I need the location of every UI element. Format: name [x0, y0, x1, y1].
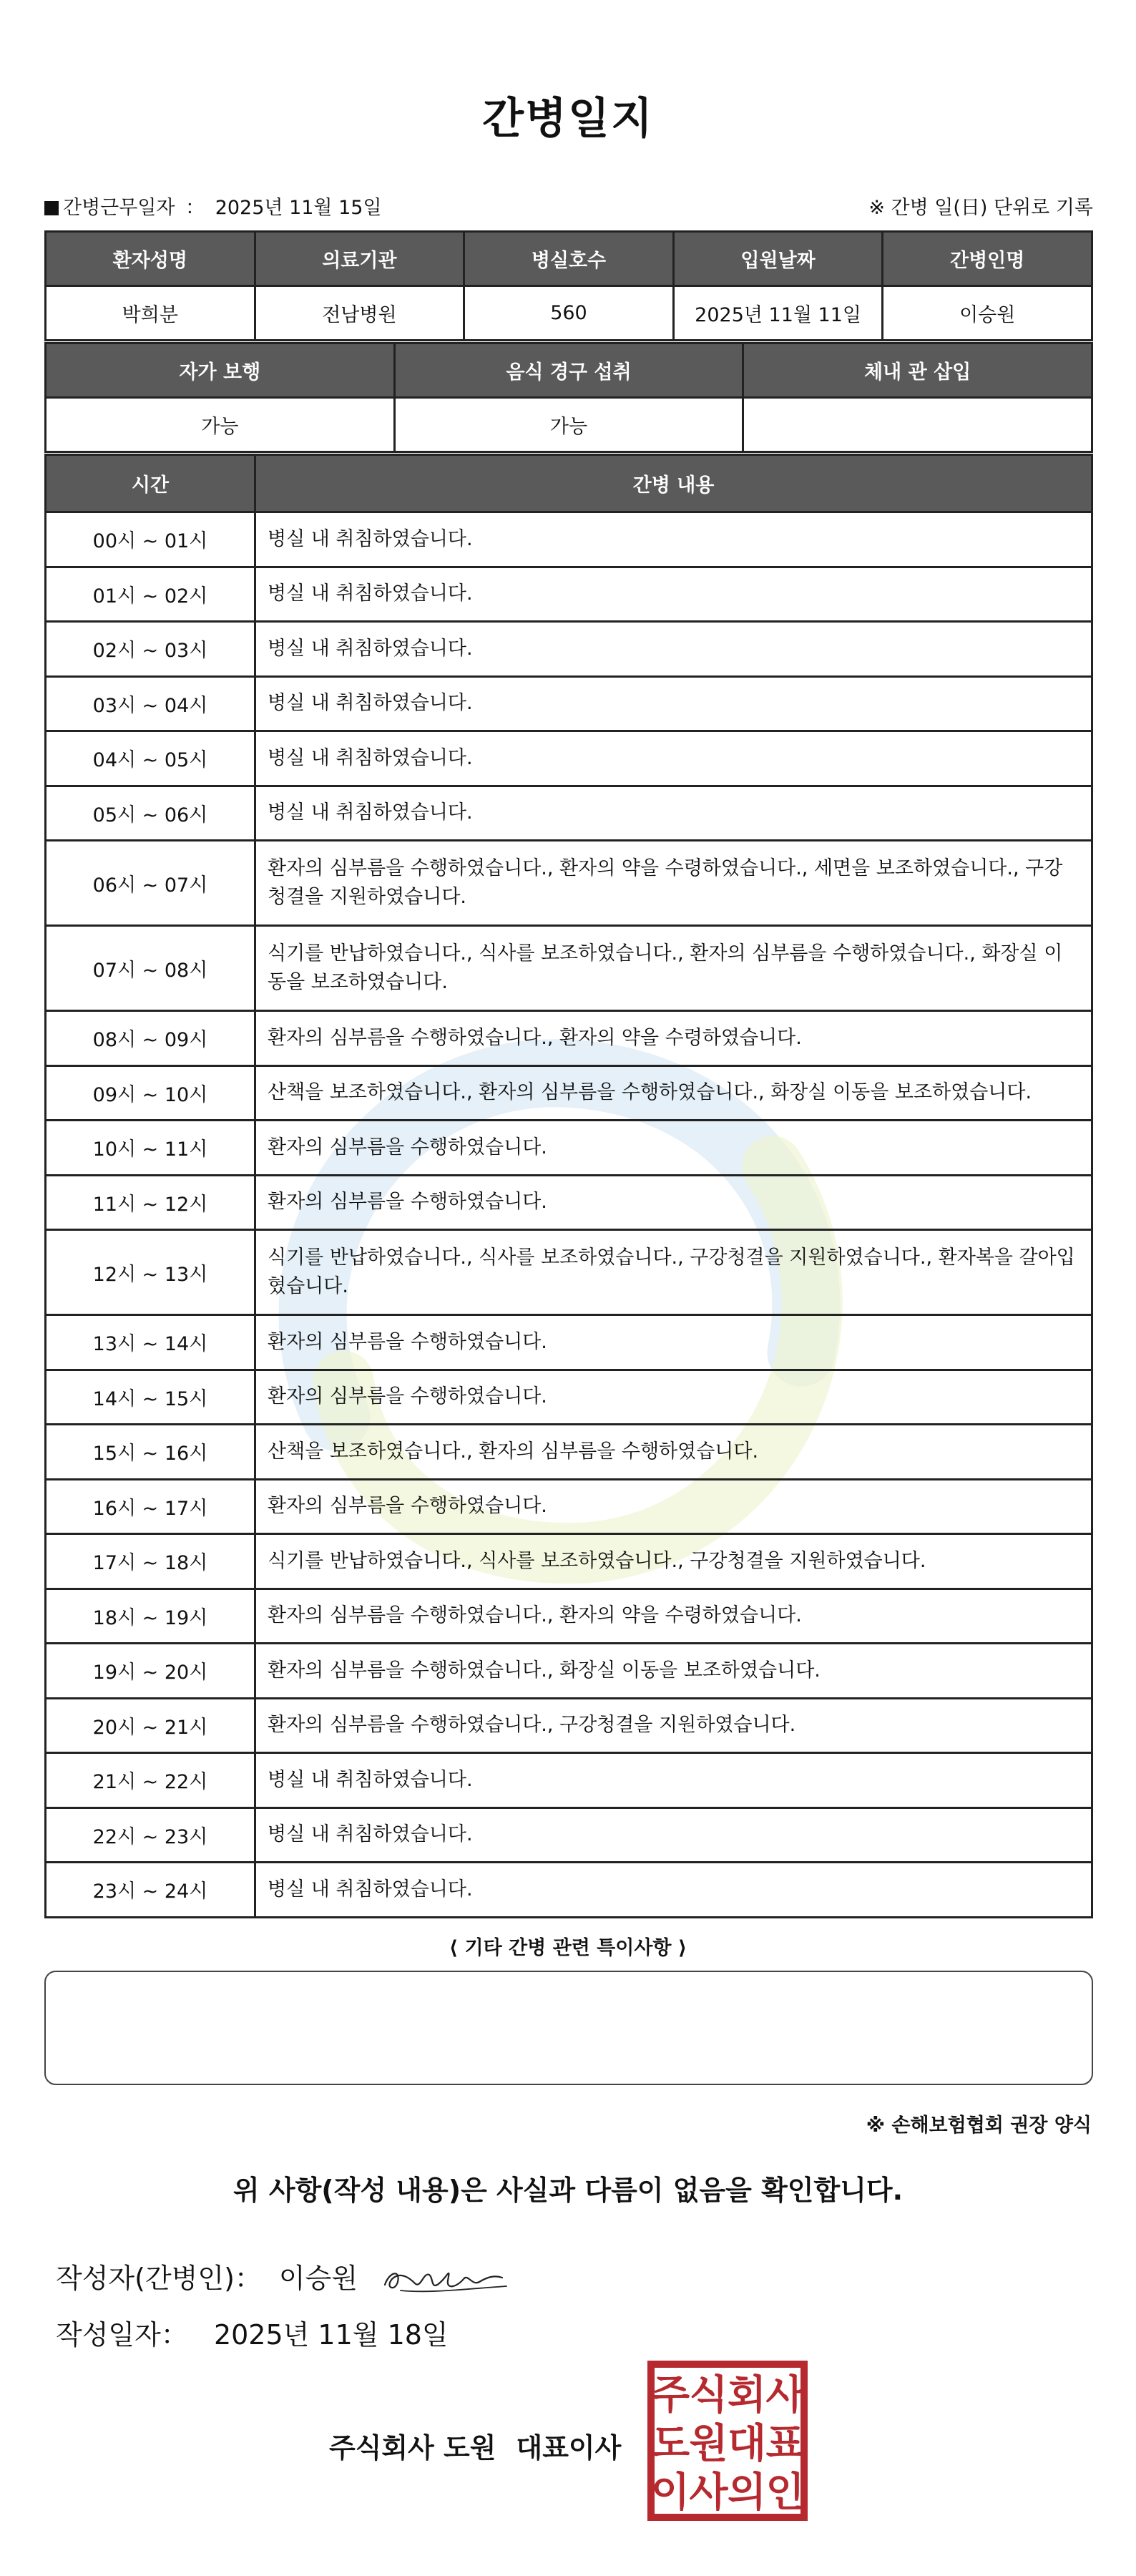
- written-date-line: [56, 2313, 449, 2352]
- log-content: 환자의 심부름을 수행하였습니다., 환자의 약을 수령하였습니다.: [255, 1589, 1092, 1644]
- log-row: [46, 676, 1092, 731]
- status-header-row: [46, 343, 1092, 398]
- log-content: 환자의 심부름을 수행하였습니다.: [255, 1315, 1092, 1370]
- log-time: 12시 ~ 13시: [46, 1230, 255, 1315]
- log-content: 병실 내 취침하였습니다.: [255, 512, 1092, 567]
- header-admission-date: 입원날짜: [673, 232, 883, 286]
- log-time: 21시 ~ 22시: [46, 1753, 255, 1808]
- log-content: 병실 내 취침하였습니다.: [255, 676, 1092, 731]
- writer-label: 작성자(간병인)：: [56, 2262, 262, 2294]
- hospital: 전남병원: [255, 286, 464, 341]
- log-content: 환자의 심부름을 수행하였습니다.: [255, 1479, 1092, 1534]
- writer-line: [56, 2250, 515, 2301]
- log-content: 환자의 심부름을 수행하였습니다., 화장실 이동을 보조하였습니다.: [255, 1644, 1092, 1699]
- log-time: 05시 ~ 06시: [46, 786, 255, 841]
- company-seal: [647, 2360, 808, 2522]
- seal-char: 식: [689, 2372, 728, 2419]
- log-time: 09시 ~ 10시: [46, 1065, 255, 1121]
- log-content: 환자의 심부름을 수행하였습니다., 환자의 약을 수령하였습니다., 세면을 보조하였습니다., 구강청결을 지원하였습니다.: [255, 841, 1092, 926]
- document-title: 간병일지: [482, 94, 654, 144]
- header-caregiver: 간병인명: [883, 232, 1092, 286]
- admission-date: 2025년 11월 11일: [673, 286, 883, 341]
- log-row: [46, 622, 1092, 677]
- seal-char: 도: [650, 2421, 690, 2467]
- log-content: 환자의 심부름을 수행하였습니다.: [255, 1175, 1092, 1230]
- log-time: 03시 ~ 04시: [46, 676, 255, 731]
- log-row: [46, 786, 1092, 841]
- log-row: [46, 567, 1092, 622]
- log-time: 22시 ~ 23시: [46, 1807, 255, 1863]
- log-time: 04시 ~ 05시: [46, 731, 255, 786]
- log-row: [46, 1589, 1092, 1644]
- patient-status-table: [44, 342, 1093, 453]
- log-content: 병실 내 취침하였습니다.: [255, 622, 1092, 677]
- log-row: [46, 1479, 1092, 1534]
- log-time: 08시 ~ 09시: [46, 1011, 255, 1066]
- log-row: [46, 1121, 1092, 1176]
- work-date-label: 간병근무일자: [63, 196, 175, 219]
- header-patient-name: 환자성명: [46, 232, 255, 286]
- work-date-sep: ：: [185, 196, 205, 219]
- log-time: 07시 ~ 08시: [46, 926, 255, 1011]
- log-content: 환자의 심부름을 수행하였습니다., 환자의 약을 수령하였습니다.: [255, 1011, 1092, 1066]
- seal-char: 사: [765, 2372, 805, 2419]
- log-content: 병실 내 취침하였습니다.: [255, 1753, 1092, 1808]
- log-row: [46, 1065, 1092, 1121]
- log-time: 11시 ~ 12시: [46, 1175, 255, 1230]
- status-value-row: [46, 398, 1092, 452]
- signature: [379, 2250, 515, 2301]
- header-walking: 자가 보행: [46, 343, 395, 398]
- notes-box: [44, 1971, 1093, 2085]
- patient-info-table: [44, 230, 1093, 341]
- meta-row: [44, 190, 1093, 221]
- seal-char: 대: [727, 2421, 767, 2467]
- log-time: 20시 ~ 21시: [46, 1698, 255, 1753]
- log-time: 13시 ~ 14시: [46, 1315, 255, 1370]
- seal-char: 주: [650, 2372, 690, 2419]
- log-row: [46, 1315, 1092, 1370]
- room-number: 560: [464, 286, 674, 341]
- seal-char: 회: [727, 2372, 767, 2419]
- company-signature-line: [329, 2426, 621, 2465]
- written-date-label: 작성일자：: [56, 2319, 188, 2351]
- tube-insertion-value: [743, 398, 1092, 452]
- log-time: 00시 ~ 01시: [46, 512, 255, 567]
- log-row: [46, 1011, 1092, 1066]
- caregiver-name: 이승원: [883, 286, 1092, 341]
- log-row: [46, 1863, 1092, 1918]
- log-time: 10시 ~ 11시: [46, 1121, 255, 1176]
- log-row: [46, 1175, 1092, 1230]
- log-row: [46, 926, 1092, 1011]
- seal-char: 의: [727, 2469, 767, 2516]
- log-row: [46, 1698, 1092, 1753]
- log-content: 환자의 심부름을 수행하였습니다.: [255, 1370, 1092, 1425]
- log-row: [46, 512, 1092, 567]
- log-row: [46, 1807, 1092, 1863]
- seal-char: 표: [765, 2421, 805, 2467]
- log-content: 병실 내 취침하였습니다.: [255, 731, 1092, 786]
- walking-value: 가능: [46, 398, 395, 452]
- header-room: 병실호수: [464, 232, 674, 286]
- work-date: [44, 192, 386, 220]
- log-time: 02시 ~ 03시: [46, 622, 255, 677]
- log-time: 15시 ~ 16시: [46, 1425, 255, 1480]
- written-date-value: 2025년 11월 18일: [213, 2319, 449, 2351]
- company-title: 대표이사: [516, 2432, 622, 2464]
- header-time: 시간: [46, 455, 255, 512]
- seal-char: 사: [689, 2469, 728, 2516]
- record-unit-note: ※ 간병 일(日) 단위로 기록: [868, 196, 1093, 219]
- log-time: 19시 ~ 20시: [46, 1644, 255, 1699]
- seal-char: 이: [650, 2469, 690, 2516]
- log-content: 환자의 심부름을 수행하였습니다.: [255, 1121, 1092, 1176]
- log-content: 환자의 심부름을 수행하였습니다., 구강청결을 지원하였습니다.: [255, 1698, 1092, 1753]
- header-care-content: 간병 내용: [255, 455, 1092, 512]
- log-row: [46, 841, 1092, 926]
- square-bullet-icon: [44, 201, 59, 215]
- log-content: 병실 내 취침하였습니다.: [255, 1807, 1092, 1863]
- log-content: 병실 내 취침하였습니다.: [255, 1863, 1092, 1918]
- log-time: 16시 ~ 17시: [46, 1479, 255, 1534]
- log-time: 14시 ~ 15시: [46, 1370, 255, 1425]
- log-row: [46, 1753, 1092, 1808]
- writer-name: 이승원: [278, 2262, 358, 2294]
- log-content: 산책을 보조하였습니다., 환자의 심부름을 수행하였습니다., 화장실 이동을 보조하였습니다.: [255, 1065, 1092, 1121]
- log-content: 식기를 반납하였습니다., 식사를 보조하였습니다., 구강청결을 지원하였습니다.: [255, 1534, 1092, 1589]
- patient-header-row: [46, 232, 1092, 286]
- log-content: 산책을 보조하였습니다., 환자의 심부름을 수행하였습니다.: [255, 1425, 1092, 1480]
- log-row: [46, 1644, 1092, 1699]
- work-date-value: 2025년 11월 15일: [215, 196, 382, 219]
- log-content: 병실 내 취침하였습니다.: [255, 786, 1092, 841]
- log-header-row: [46, 455, 1092, 512]
- log-time: 01시 ~ 02시: [46, 567, 255, 622]
- log-row: [46, 1425, 1092, 1480]
- header-tube-insertion: 체내 관 삽입: [743, 343, 1092, 398]
- log-row: [46, 731, 1092, 786]
- seal-char: 원: [689, 2421, 728, 2467]
- care-log-table: [44, 454, 1093, 1918]
- log-time: 23시 ~ 24시: [46, 1863, 255, 1918]
- log-time: 06시 ~ 07시: [46, 841, 255, 926]
- log-row: [46, 1534, 1092, 1589]
- log-row: [46, 1230, 1092, 1315]
- header-oral-intake: 음식 경구 섭취: [394, 343, 743, 398]
- log-time: 18시 ~ 19시: [46, 1589, 255, 1644]
- notes-title: ⟨ 기타 간병 관련 특이사항 ⟩: [449, 1937, 687, 1959]
- log-content: 병실 내 취침하였습니다.: [255, 567, 1092, 622]
- log-time: 17시 ~ 18시: [46, 1534, 255, 1589]
- patient-value-row: [46, 286, 1092, 341]
- seal-char: 인: [765, 2469, 805, 2516]
- log-row: [46, 1370, 1092, 1425]
- log-content: 식기를 반납하였습니다., 식사를 보조하였습니다., 환자의 심부름을 수행하였습니다., 화장실 이동을 보조하였습니다.: [255, 926, 1092, 1011]
- recommend-note: ※ 손해보험협회 권장 양식: [866, 2114, 1092, 2137]
- log-content: 식기를 반납하였습니다., 식사를 보조하였습니다., 구강청결을 지원하였습니다., 환자복을 갈아입혔습니다.: [255, 1230, 1092, 1315]
- company-name: 주식회사 도원: [329, 2432, 496, 2464]
- oral-intake-value: 가능: [394, 398, 743, 452]
- patient-name: 박희분: [46, 286, 255, 341]
- header-hospital: 의료기관: [255, 232, 464, 286]
- confirmation-statement: 위 사항(작성 내용)은 사실과 다름이 없음을 확인합니다.: [232, 2175, 904, 2206]
